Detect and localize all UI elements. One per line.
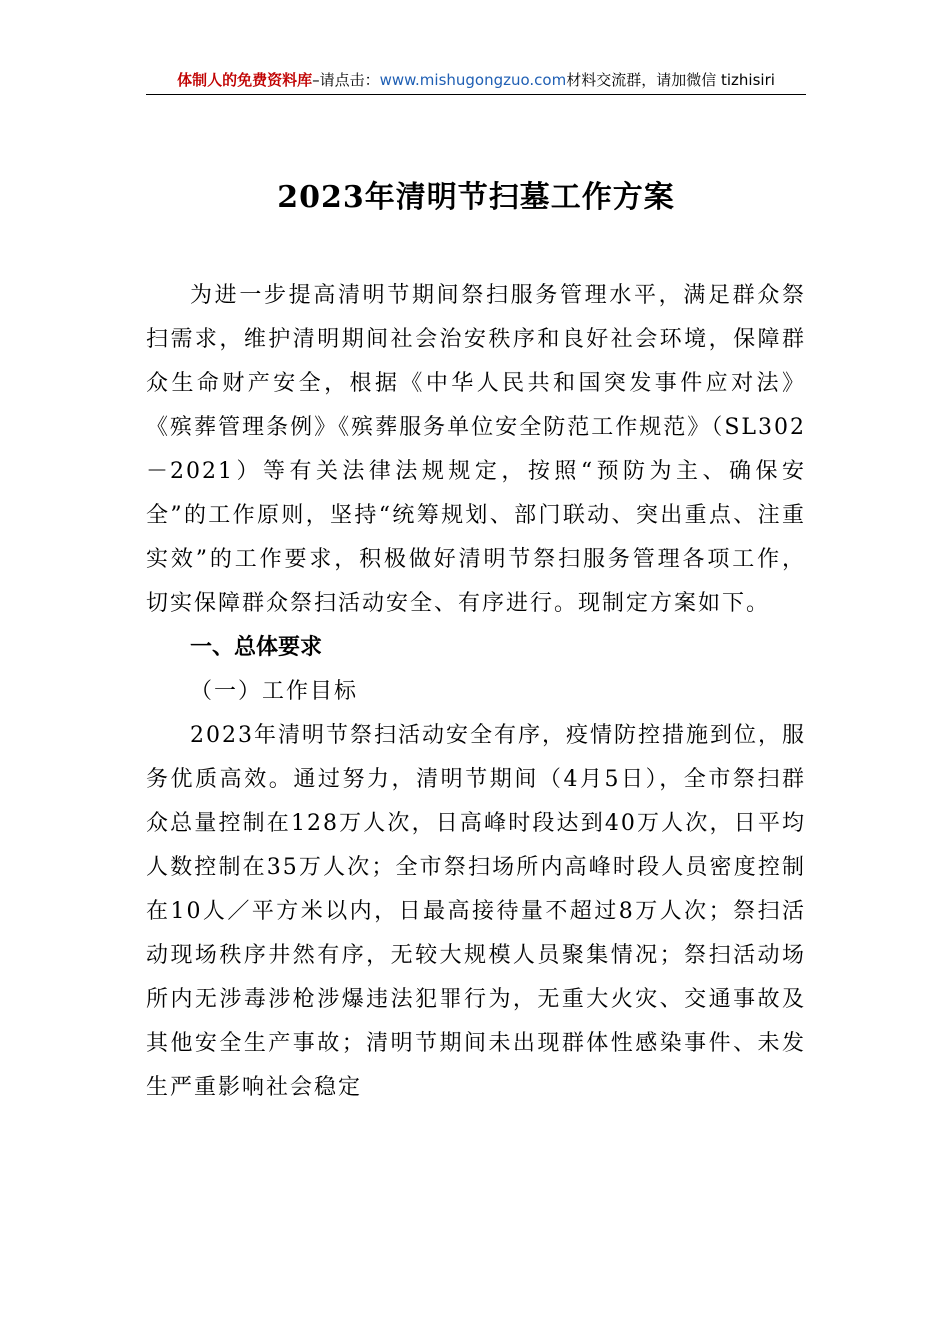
section-heading-general-requirements: 一、总体要求 <box>190 635 323 660</box>
subsection-heading-work-goals: （一）工作目标 <box>190 679 359 704</box>
document-title: 2023年清明节扫墓工作方案 <box>277 180 675 215</box>
website-link[interactable]: www.mishugongzuo.com <box>379 71 567 89</box>
library-name: 体制人的免费资料库 <box>177 71 313 89</box>
goal-paragraph: 2023年清明节祭扫活动安全有序，疫情防控措施到位，服务优质高效。通过努力，清明节期间（4月5日），全市祭扫群众总量控制在128万人次，日高峰时段达到40万人次，日平均人数控制在35万人次；全市祭扫场所内高峰时段人员密度控制在10人／平方米以内，日最高接待量不超过8万人次；祭扫活动现场秩序井然有序，无较大规模人员聚集情况；祭扫活动场所内无涉毒涉枪涉爆违法犯罪行为，无重大火灾、交通事故及其他安全生产事故；清明节期间未出现群体性感染事件、未发生严重影响社会稳定 <box>146 723 806 1100</box>
header-contact-text: 材料交流群，请加微信 tizhisiri <box>566 71 775 89</box>
page-header <box>146 66 806 95</box>
intro-paragraph: 为进一步提高清明节期间祭扫服务管理水平，满足群众祭扫需求，维护清明期间社会治安秩序和良好社会环境，保障群众生命财产安全，根据《中华人民共和国突发事件应对法》《殡葬管理条例》《殡葬服务单位安全防范工作规范》（SL302－2021）等有关法律法规规定，按照“预防为主、确保安全”的工作原则，坚持“统筹规划、部门联动、突出重点、注重实效”的工作要求，积极做好清明节祭扫服务管理各项工作，切实保障群众祭扫活动安全、有序进行。现制定方案如下。 <box>146 283 806 616</box>
click-prompt: –请点击： <box>312 71 380 89</box>
document-body <box>146 274 806 1110</box>
